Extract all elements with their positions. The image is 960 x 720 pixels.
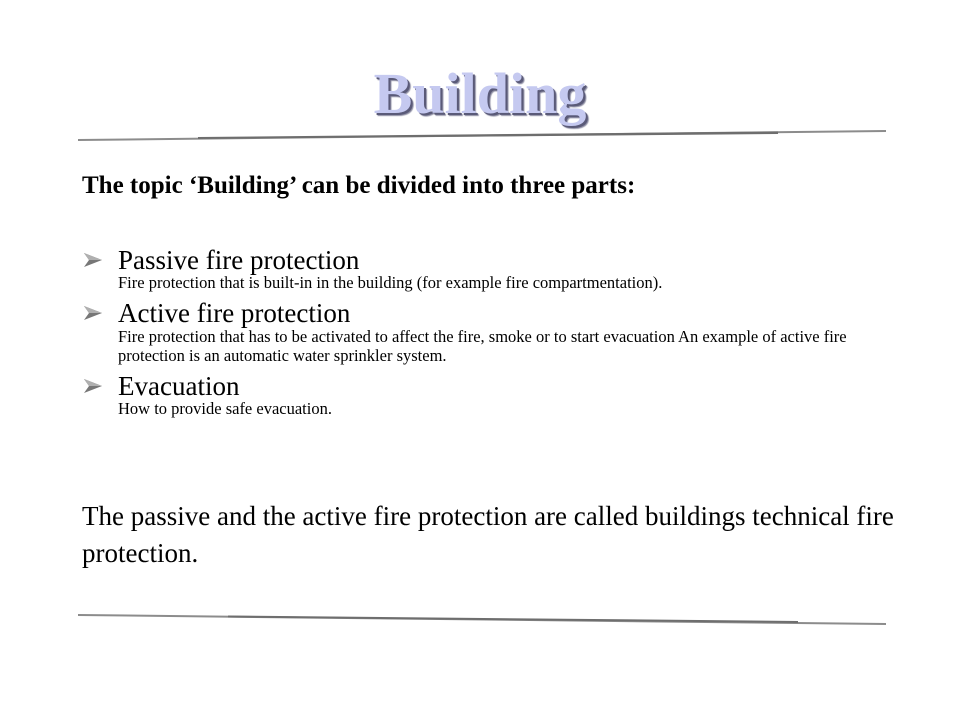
bullet-list xyxy=(82,246,882,425)
bullet-title: Active fire protection xyxy=(118,298,351,329)
bullet-item-evacuation xyxy=(82,372,882,419)
top-divider xyxy=(78,128,886,142)
arrow-bullet-icon xyxy=(82,304,104,322)
bullet-item-active xyxy=(82,299,882,365)
bullet-title: Evacuation xyxy=(118,370,240,401)
bullet-description: How to provide safe evacuation. xyxy=(118,398,332,418)
arrow-bullet-icon xyxy=(82,251,104,269)
conclusion-text: The passive and the active fire protection are called buildings technical fire protection. xyxy=(82,501,894,569)
intro-text: The topic ‘Building’ can be divided into three parts: xyxy=(82,172,636,199)
slide-title: Building xyxy=(373,61,587,126)
bullet-description: Fire protection that is built-in in the building (for example fire compartmentation). xyxy=(118,273,663,293)
bullet-description: Fire protection that has to be activated to affect the fire, smoke or to start evacuation An example of active fire protection is an automatic water sprinkler system. xyxy=(118,326,847,365)
bullet-item-passive xyxy=(82,246,882,293)
arrow-bullet-icon xyxy=(82,377,104,395)
bullet-title: Passive fire protection xyxy=(118,245,360,275)
bottom-divider xyxy=(78,612,886,626)
